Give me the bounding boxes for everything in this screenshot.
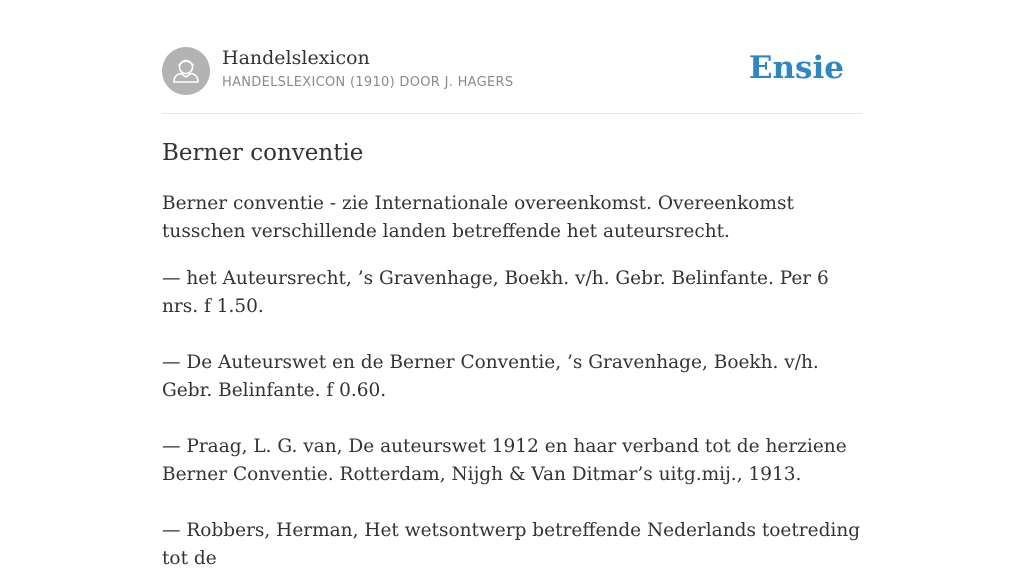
article-title: Berner conventie [162, 140, 364, 166]
user-icon[interactable] [162, 47, 210, 95]
article-lead: Berner conventie - zie Internationale overeenkomst. Overeenkomst tusschen verschillende landen betreffende het auteursrecht. [162, 193, 794, 242]
page [162, 0, 862, 573]
article-body [162, 190, 862, 573]
source-header [162, 0, 862, 114]
reference-item: — Robbers, Herman, Het wetsontwerp betreffende Nederlands toetreding tot de [162, 520, 861, 569]
ensie-logo[interactable]: Ensie [748, 50, 844, 86]
source-subtitle[interactable]: HANDELSLEXICON (1910) DOOR J. HAGERS [222, 75, 514, 90]
source-title[interactable]: Handelslexicon [222, 47, 370, 69]
reference-item: — het Auteursrecht, ’s Gravenhage, Boekh. v/h. Gebr. Belinfante. Per 6 nrs. f 1.50. [162, 268, 829, 317]
reference-item: — Praag, L. G. van, De auteurswet 1912 en haar verband tot de herziene Berner Conventie. Rotterdam, Nijgh & Van Ditmar’s uitg.mij., 1913. [162, 436, 847, 485]
reference-item: — De Auteurswet en de Berner Conventie, ’s Gravenhage, Boekh. v/h. Gebr. Belinfante. f 0.60. [162, 352, 819, 401]
